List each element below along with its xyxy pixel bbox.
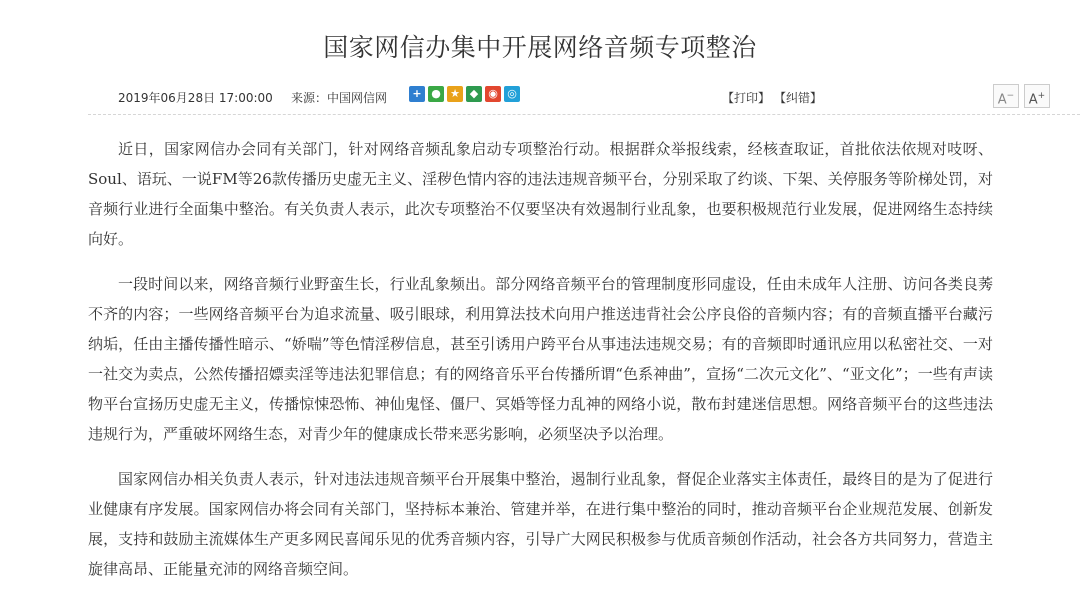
header-divider bbox=[88, 114, 1080, 115]
douban-share-icon[interactable]: ◆ bbox=[466, 86, 482, 102]
paragraph-2: 一段时间以来，网络音频行业野蛮生长，行业乱象频出。部分网络音频平台的管理制度形同虚设，任由未成年人注册、访问各类良莠不齐的内容；一些网络音频平台为追求流量、吸引眼球，利用算法技术向用户推送违背社会公序良俗的音频内容；有的音频直播平台藏污纳垢，任由主播传播性暗示、“娇喘”等色情淫秽信息，甚至引诱用户跨平台从事违法违规交易；有的音频即时通讯应用以私密社交、一对一社交为卖点，公然传播招嫖卖淫等违法犯罪信息；有的网络音乐平台传播所谓“色系神曲”，宣扬“二次元文化”、“亚文化”；一些有声读物平台宣扬历史虚无主义，传播惊悚恐怖、神仙鬼怪、僵尸、冥婚等怪力乱神的网络小说，散布封建迷信思想。网络音频平台的这些违法违规行为，严重破坏网络生态，对青少年的健康成长带来恶劣影响，必须坚决予以治理。 bbox=[88, 275, 993, 443]
article-title: 国家网信办集中开展网络音频专项整治 bbox=[323, 33, 757, 62]
article-actions bbox=[722, 89, 832, 106]
source-label: 来源： bbox=[291, 91, 328, 105]
paragraph-1: 近日，国家网信办会同有关部门，针对网络音频乱象启动专项整治行动。根据群众举报线索，经核查取证，首批依法依规对吱呀、Soul、语玩、一说FM等26款传播历史虚无主义、淫秽色情内容的违法违规音频平台，分别采取了约谈、下架、关停服务等阶梯处罚，对音频行业进行全面集中整治。有关负责人表示，此次专项整治不仅要坚决有效遏制行业乱象，也要积极规范行业发展，促进网络生态持续向好。 bbox=[88, 140, 993, 248]
wechat-share-icon[interactable]: ● bbox=[428, 86, 444, 102]
font-decrease-button[interactable]: A− bbox=[993, 84, 1019, 108]
qq-share-icon[interactable]: + bbox=[409, 86, 425, 102]
tqq-share-icon[interactable]: ◎ bbox=[504, 86, 520, 102]
article-meta bbox=[0, 84, 1080, 110]
source-name: 中国网信网 bbox=[327, 91, 388, 105]
print-link[interactable]: 【打印】 bbox=[722, 91, 771, 105]
publish-datetime: 2019年06月28日 17:00:00 bbox=[118, 91, 273, 105]
article-source bbox=[291, 89, 387, 106]
weibo-share-icon[interactable]: ◉ bbox=[485, 86, 501, 102]
share-bar bbox=[409, 86, 520, 102]
article-body bbox=[88, 134, 993, 599]
paragraph-3: 国家网信办相关负责人表示，针对违法违规音频平台开展集中整治，遏制行业乱象，督促企业落实主体责任，最终目的是为了促进行业健康有序发展。国家网信办将会同有关部门，坚持标本兼治、管建并举，在进行集中整治的同时，推动音频平台企业规范发展、创新发展，支持和鼓励主流媒体生产更多网民喜闻乐见的优秀音频内容，引导广大网民积极参与优质音频创作活动，社会各方共同努力，营造主旋律高昂、正能量充沛的网络音频空间。 bbox=[88, 470, 993, 578]
qzone-share-icon[interactable]: ★ bbox=[447, 86, 463, 102]
font-increase-button[interactable]: A+ bbox=[1024, 84, 1050, 108]
correction-link[interactable]: 【纠错】 bbox=[780, 91, 823, 105]
